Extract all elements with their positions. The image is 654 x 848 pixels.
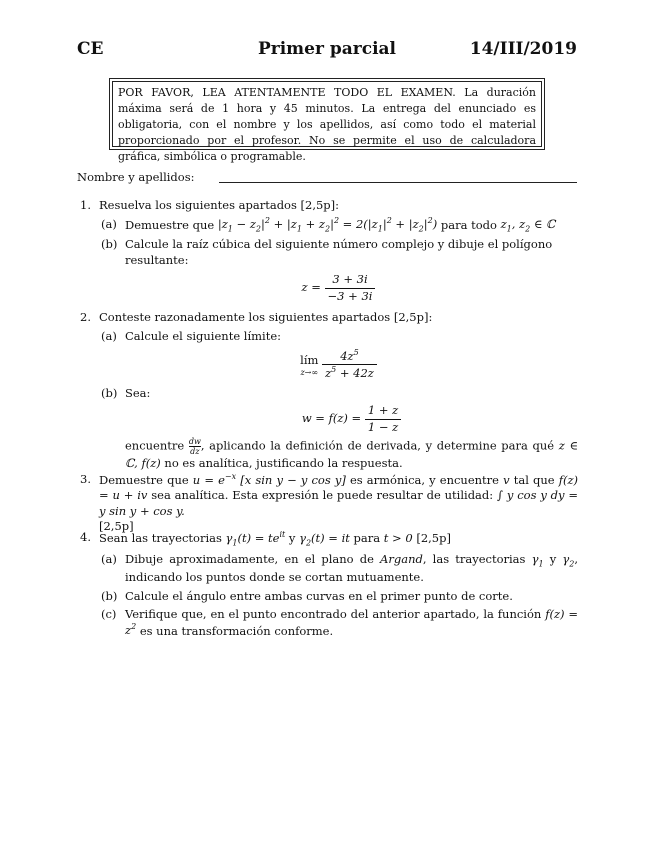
exam-header: [77, 38, 577, 62]
name-underline: [219, 182, 577, 183]
question-number: 4.: [80, 530, 91, 544]
exam-date: 14/III/2019: [469, 39, 577, 59]
name-label: Nombre y apellidos:: [77, 170, 195, 184]
subquestion-label: (b): [101, 588, 118, 603]
subquestion-label: (b): [101, 237, 118, 252]
formula: $|z_1 - z_2|^2 + |z_1 + z_2|^2 = 2(|z_1|^2 + |z_2|^2)$: [217, 216, 438, 234]
instructions-box: [109, 78, 545, 163]
subquestion-label: (a): [101, 328, 117, 343]
question-3: 3. Demuestre que $u = e^{-x}$ [x sin y − y cos y] es armónica, y encuentre v tal que f(z) = u + iv sea analítica. Esta expresión le puede resultar de utilidad: ∫ y cos y dy = y sin y + cos y. [2,5p]: [80, 472, 579, 534]
subquestion-1a: (a) Demuestre que $|z_1 - z_2|^2 + |z_1 + z_2|^2 = 2(|z_1|^2 + |z_2|^2)$ para todo $z_1$, $z_2$ ∈ ℂ: [101, 216, 556, 234]
subquestion-label: (b): [101, 385, 118, 400]
subquestion-2a: (a) Calcule el siguiente límite:: [101, 328, 282, 343]
name-field: [77, 170, 577, 186]
subquestion-2b: (b) Sea: w = f(z) = $\frac{1 + z}{1 - z}$ encuentre $\frac{dw}{dz}$ , aplicando la definición de derivada, y determine para qué z ∈ ℂ, f(z) no es analítica, justificando la respuesta.: [101, 385, 578, 471]
formula-display: z = $\frac{3 + 3i}{-3 + 3i}$: [99, 272, 578, 304]
subquestion-4a: (a) Dibuje aproximadamente, en el plano de Argand, las trayectorias $\gamma_1$ y $\gamma_2$, indicando los puntos donde se cortan mutuamente.: [101, 551, 579, 585]
question-2: [80, 310, 578, 472]
formula-display: w = f(z) = $\frac{1 + z}{1 - z}$: [125, 403, 578, 435]
instructions-text: POR FAVOR, LEA ATENTAMENTE TODO EL EXAMEN. La duración máxima será de 1 hora y 45 minutos. La entrega del enunciado es obligatoria, con el nombre y los apellidos, así como todo el material proporcionado por el profesor. No se permite el uso de calculadora gráfica, simbólica o programable.: [112, 81, 542, 147]
subquestion-1b: (b) Calcule la raíz cúbica del siguiente número complejo y dibuje el polígono resultante:: [101, 237, 553, 267]
question-1: [80, 198, 578, 309]
question-number: 1.: [80, 198, 91, 212]
subquestion-4b: (b) Calcule el ángulo entre ambas curvas en el primer punto de corte.: [101, 588, 513, 603]
subquestion-label: (a): [101, 551, 117, 566]
question-text: Conteste razonadamente los siguientes apartados [2,5p]:: [99, 310, 433, 324]
subquestion-label: (a): [101, 216, 117, 231]
question-number: 3.: [80, 472, 91, 486]
subquestion-4c: (c) Verifique que, en el punto encontrado del anterior apartado, la función $f(z) = z^2$ es una transformación conforme.: [101, 607, 579, 638]
subquestion-label: (c): [101, 607, 117, 622]
question-text: Resuelva los siguientes apartados [2,5p]:: [99, 198, 340, 212]
question-4: 4. Sean las trayectorias $\gamma_1(t) = te^{it}$ y $\gamma_2(t)$ = it para t > 0 [2,5p] (a) Dibuje aproximadamente, en el plano de Argand, las trayectorias $\gamma_1$ y $\gamma_2$, indicando los puntos donde se cortan mutuamente. (b) Calcule el ángulo entre ambas curvas en el primer punto de corte. (c) Verifique que, en el punto encontrado del anterior apartado, la función $f(z) = z^2$ es una transformación conforme.: [80, 530, 579, 638]
course-code: CE: [77, 39, 104, 59]
question-number: 2.: [80, 310, 91, 324]
exam-title: Primer parcial: [257, 39, 397, 59]
formula-display: lím z→∞ $\frac{4z^5}{z^5 + 42z}$: [99, 348, 578, 382]
